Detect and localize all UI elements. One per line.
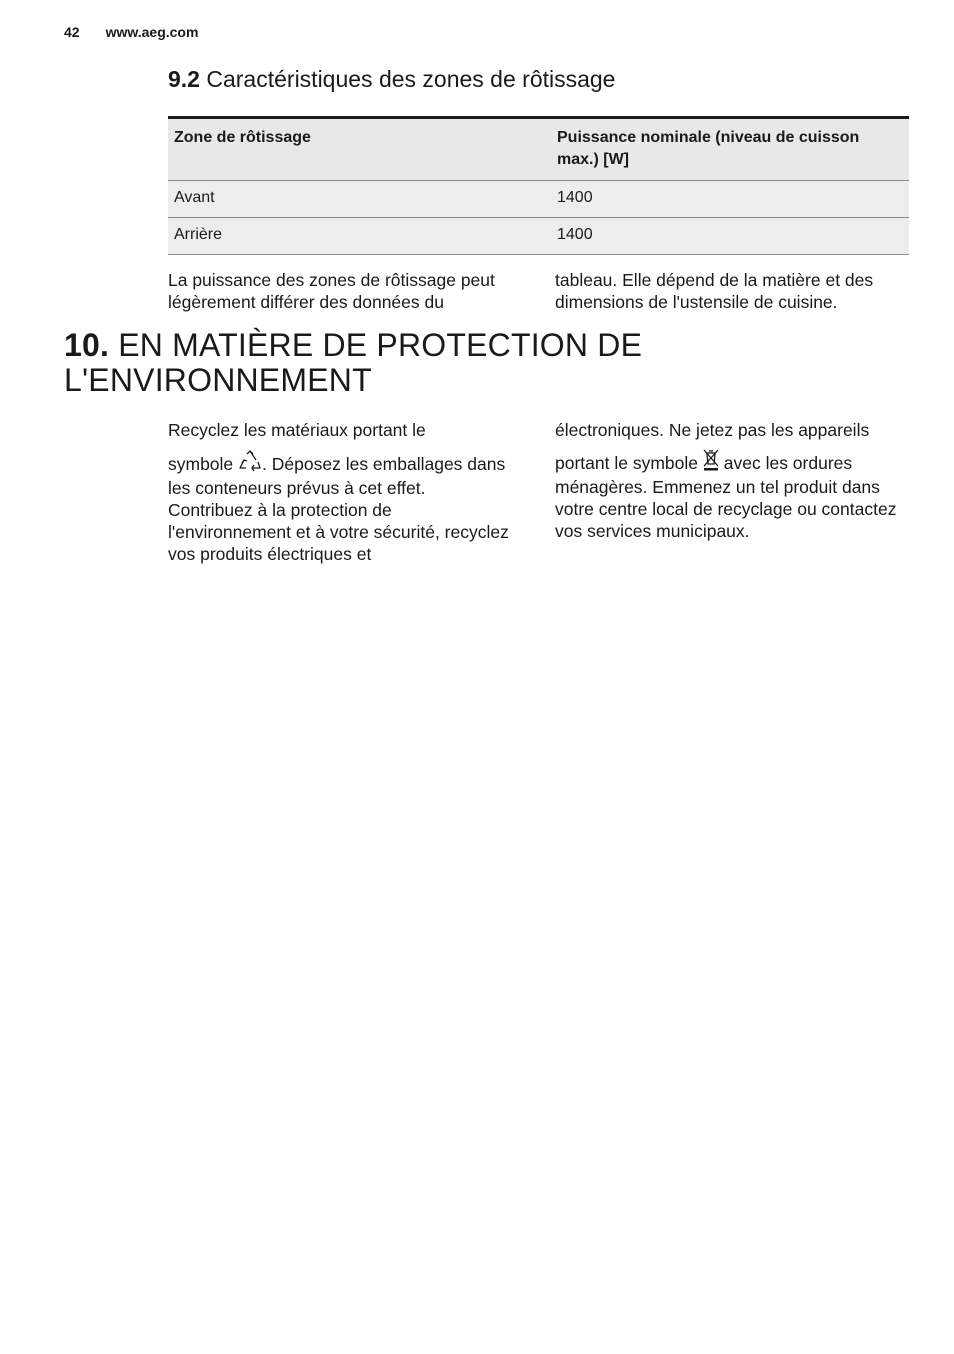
env-right-text-c: avec les ordures ménagères. Emmenez un tel produit dans votre centre local de recyclage ou contactez vos services municipaux.	[555, 453, 897, 541]
section-title	[64, 328, 642, 398]
header-zone: Zone de rôtissage	[174, 129, 311, 146]
page-number: 42	[64, 24, 80, 40]
cell-zone: Arrière	[168, 218, 551, 255]
table-row	[168, 218, 909, 255]
env-right-text-b: portant le symbole	[555, 453, 698, 473]
recycle-icon	[238, 450, 262, 477]
env-left-text-c: . Déposez les emballages dans les conteneurs prévus à cet effet. Contribuez à la protection de l'environnement et à votre sécurité, recyclez vos produits électriques et	[168, 454, 509, 564]
section-number: 10.	[64, 327, 110, 363]
roasting-zones-table	[168, 116, 909, 255]
section-title-line1: EN MATIÈRE DE PROTECTION DE	[118, 327, 643, 363]
cell-zone: Avant	[168, 181, 551, 218]
site-url: www.aeg.com	[105, 24, 199, 40]
page-header	[64, 24, 198, 40]
subsection-title	[168, 66, 615, 93]
cell-power: 1400	[551, 181, 909, 218]
table-row	[168, 181, 909, 218]
subsection-number: 9.2	[168, 66, 200, 92]
subsection-text: Caractéristiques des zones de rôtissage	[206, 66, 616, 92]
section-title-line2: L'ENVIRONNEMENT	[64, 362, 372, 398]
env-right-text-a: électroniques. Ne jetez pas les appareils	[555, 420, 870, 440]
note-left: La puissance des zones de rôtissage peut légèrement différer des données du	[168, 270, 495, 312]
env-left-text-a: Recyclez les matériaux portant le	[168, 420, 426, 440]
crossed-bin-icon	[703, 449, 719, 476]
cell-power: 1400	[551, 218, 909, 255]
env-left-text-b: symbole	[168, 454, 234, 474]
table-header-row	[168, 118, 909, 181]
header-power: Puissance nominale (niveau de cuisson max.) [W]	[557, 129, 860, 168]
note-right: tableau. Elle dépend de la matière et des dimensions de l'ustensile de cuisine.	[555, 270, 874, 312]
env-left-paragraph	[168, 419, 513, 565]
env-right-paragraph	[555, 419, 915, 542]
